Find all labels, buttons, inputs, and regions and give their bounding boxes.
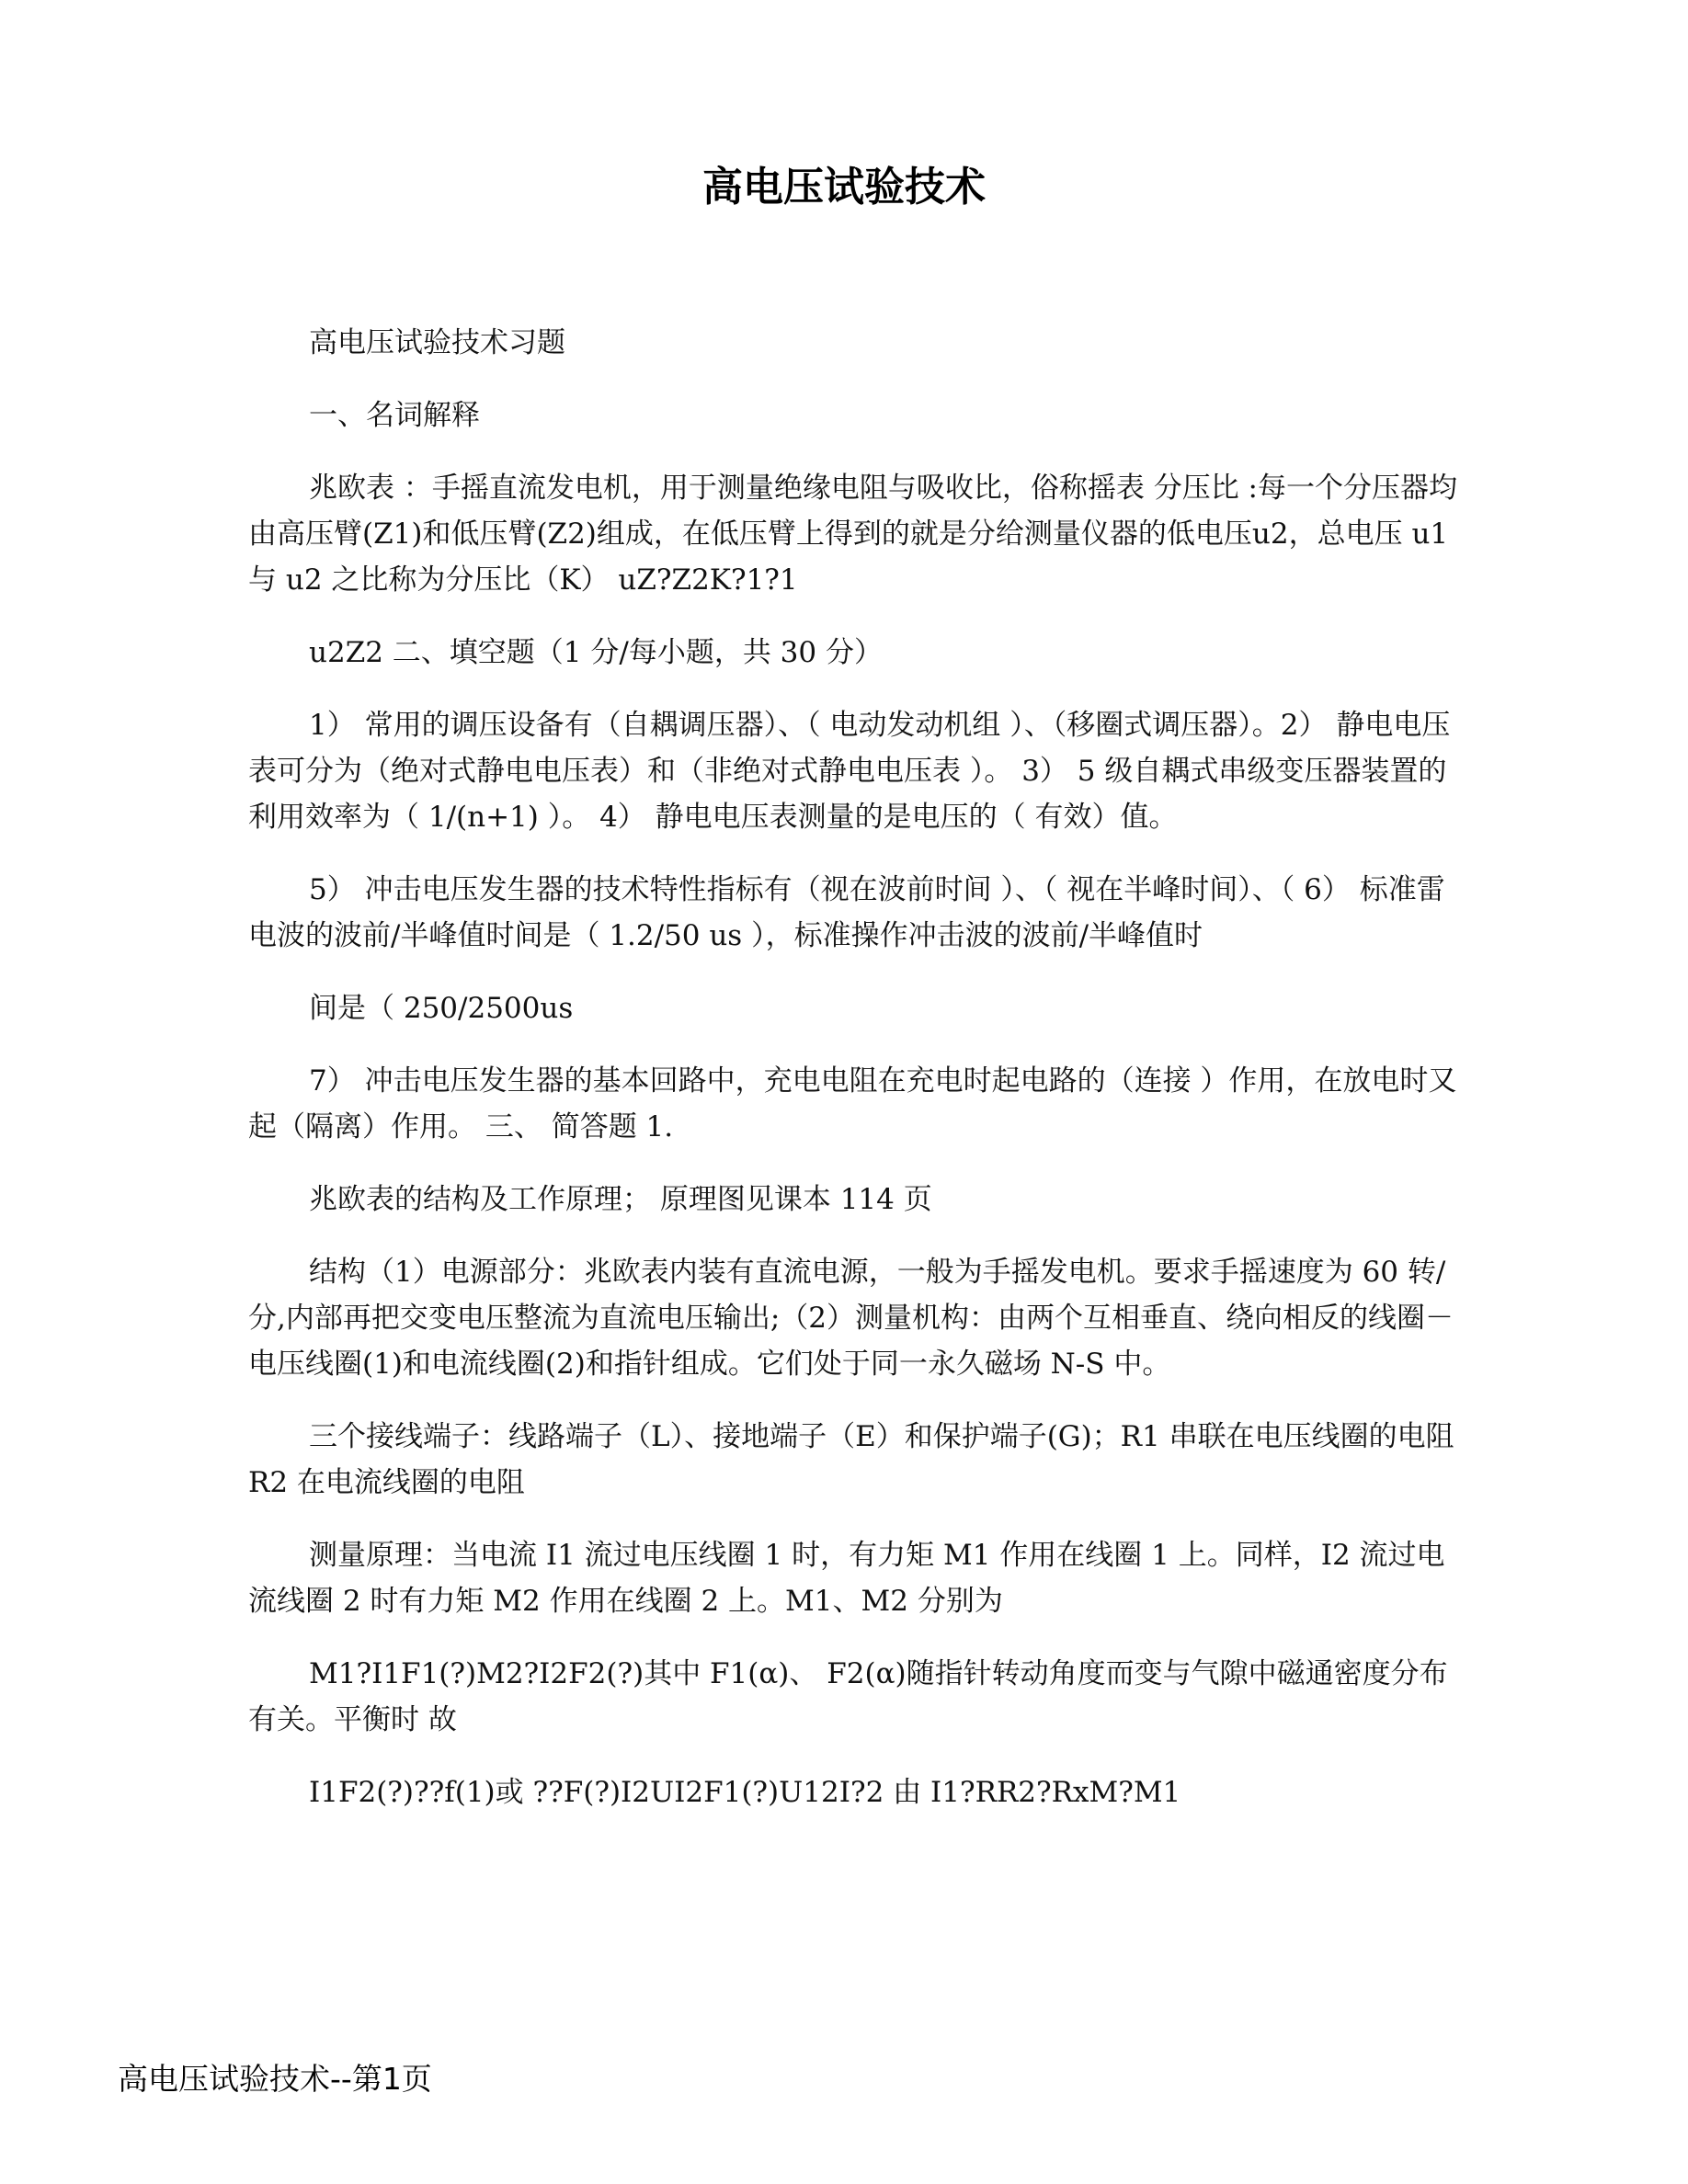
page-footer: 高电压试验技术--第1页 (118, 2061, 432, 2097)
paragraph-formula-1: M1?I1F1(?)M2?I2F2(?)其中 F1(α)、 F2(α)随指针转动角度而变与气隙中磁通密度分布有关。平衡时 故 (248, 1657, 1448, 1736)
paragraph-definitions: 兆欧表 ：手摇直流发电机，用于测量绝缘电阻与吸收比，俗称摇表 分压比 :每一个分压器均由高压臂(Z1)和低压臂(Z2)组成，在低压臂上得到的就是分给测量仪器的低电压u2，总电压 u1 与 u2 之比称为分压比（K） uZ?Z2K?1?1 (248, 472, 1458, 597)
paragraph-principle: 测量原理：当电流 I1 流过电压线圈 1 时，有力矩 M1 作用在线圈 1 上。同样，I2 流过电流线圈 2 时有力矩 M2 作用在线圈 2 上。M1、M2 分别为 (248, 1539, 1445, 1618)
paragraph-question-1: 兆欧表的结构及工作原理； 原理图见课本 114 页 (309, 1183, 932, 1216)
paragraph-fill-1: 1） 常用的调压设备有（自耦调压器）、（ 电动发动机组 ）、（移圈式调压器）。2） 静电电压表可分为（绝对式静电电压表）和（非绝对式静电电压表 ）。 3） 5 级自耦式串级变压器装置的利用效率为（ 1/(n+1) ）。 4） 静电电压表测量的是电压的（ 有效）值。 (248, 709, 1451, 834)
paragraph-section-2: u2Z2 二、填空题（1 分/每小题，共 30 分） (309, 636, 883, 669)
paragraph-structure: 结构（1）电源部分：兆欧表内装有直流电源，一般为手摇发电机。要求手摇速度为 60 转/分,内部再把交变电压整流为直流电压输出;（2）测量机构：由两个互相垂直、绕向相反的线圈－电压线圈(1)和电流线圈(2)和指针组成。它们处于同一永久磁场 N-S 中。 (248, 1256, 1454, 1381)
paragraph-fill-4: 7） 冲击电压发生器的基本回路中，充电电阻在充电时起电路的（连接 ）作用，在放电时又起（隔离）作用。 三、 简答题 1. (248, 1064, 1457, 1143)
paragraph-terminals: 三个接线端子：线路端子（L）、接地端子（E）和保护端子(G)；R1 串联在电压线圈的电阻 R2 在电流线圈的电阻 (248, 1420, 1454, 1499)
paragraph-section-1: 一、名词解释 (309, 399, 480, 432)
document-body (248, 320, 1462, 1842)
paragraph-fill-3: 间是（ 250/2500us (309, 992, 574, 1025)
paragraph-heading: 高电压试验技术习题 (309, 326, 565, 359)
paragraph-fill-2: 5） 冲击电压发生器的技术特性指标有（视在波前时间 ）、（ 视在半峰时间）、（ 6） 标准雷电波的波前/半峰值时间是（ 1.2/50 us ），标准操作冲击波的波前/半峰值时 (248, 873, 1445, 952)
document-title: 高电压试验技术 (702, 164, 986, 210)
paragraph-formula-2: I1F2(?)??f(1)或 ??F(?)I2UI2F1(?)U12I?2 由 I1?RR2?RxM?M1 (309, 1776, 1181, 1809)
